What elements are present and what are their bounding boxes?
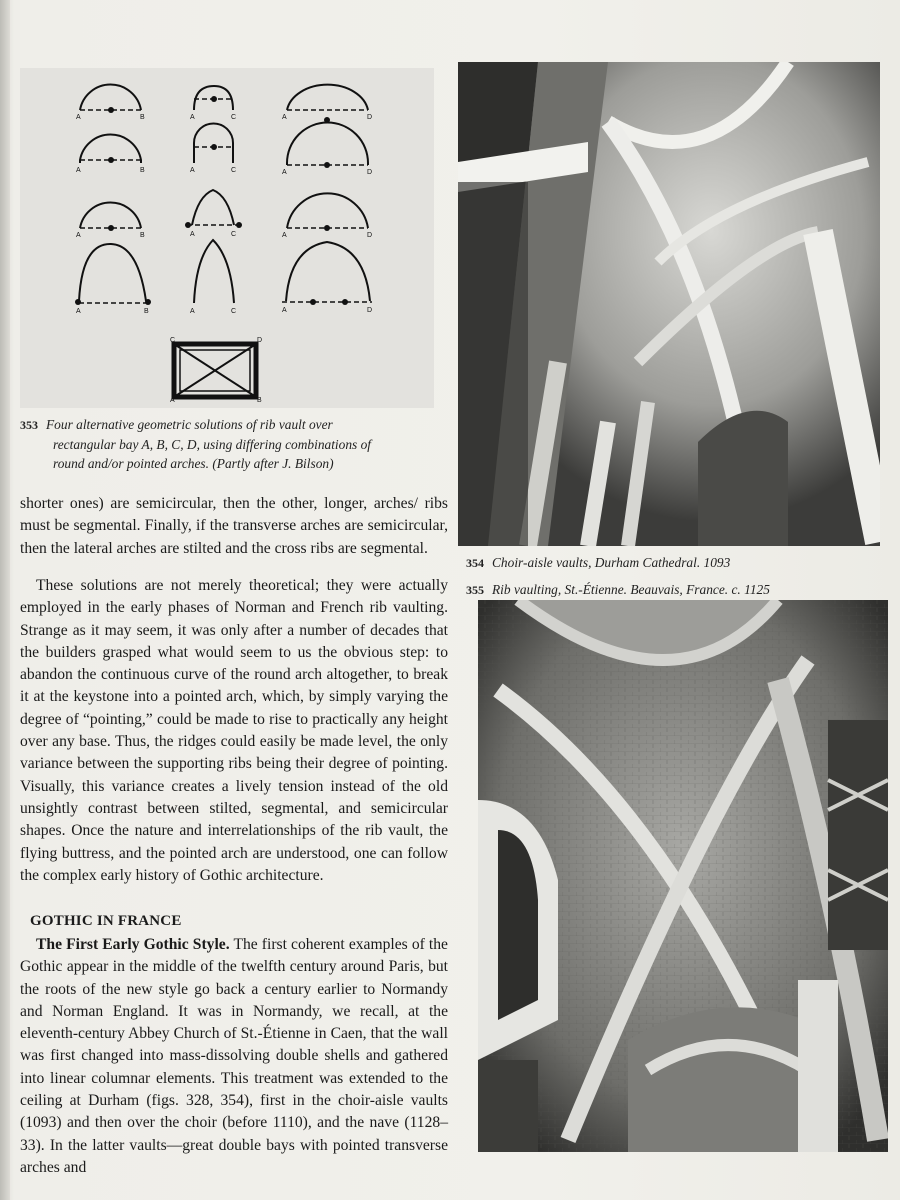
arch-pointed xyxy=(192,190,234,225)
photo-durham-choir-aisle-vaults xyxy=(458,62,880,546)
label-a: A xyxy=(190,114,195,121)
arch-semicircular xyxy=(287,193,368,228)
label-a: A xyxy=(282,114,287,121)
label-b: B xyxy=(140,167,145,174)
label-b: B xyxy=(144,308,149,315)
label-a: A xyxy=(76,167,81,174)
figure-354-caption xyxy=(466,553,886,573)
label-c: C xyxy=(231,231,237,238)
label-c: C xyxy=(231,308,237,315)
caption-text: Rib vaulting, St.-Étienne. Beauvais, France. c. 1125 xyxy=(492,582,770,597)
paragraph-text: shorter ones) are semicircular, then the other, longer, arches/ ribs must be segmental. Finally, if the transverse arches are semicircular, then the lateral arches are stilted and the cross ribs are segmental. xyxy=(20,495,448,557)
label-a: A xyxy=(170,397,175,404)
arch-semicircular xyxy=(287,123,368,165)
arch-semicircular xyxy=(80,85,141,110)
caption-text: Choir-aisle vaults, Durham Cathedral. 1093 xyxy=(492,555,731,570)
paragraph-text: These solutions are not merely theoretical; they were actually employed in the early phases of Norman and French rib vaulting. Strange as it may seem, it was only after a number of decades that the builders grasped what would seem to us the obvious step: to abandon the continuous curve of the round arch altogether, to break it at the keystone into a pointed arch, which, by simply varying the degree of “pointing,” could be made to rise to practically any height over any base. Thus, the ridges could easily be made level, the only variance between the supporting ribs being their degree of pointing. Visually, this variance creates a lively tension instead of the old unsightly contrast between stilted, segmental, and semicircular shapes. Once the nature and interrelationships of the rib vault, the flying buttress, and the pointed arch are understood, one can follow the complex early history of Gothic architecture. xyxy=(20,577,448,884)
label-d: D xyxy=(257,337,263,344)
bay-plan xyxy=(174,344,256,397)
label-b: B xyxy=(257,397,262,404)
section-heading: GOTHIC IN FRANCE xyxy=(30,913,182,929)
paragraph-text: The first coherent examples of the Gothic appear in the middle of the twelfth century around Paris, but the roots of the new style go back a century earlier to Normandy and Norman England. It was in Normandy, we recall, at the eleventh-century Abbey Church of St.-Étienne in Caen, that the wall was first changed into mass-dissolving double shells and gathered into linear columnar elements. This treatment was extended to the ceiling at Durham (figs. 328, 354), first in the choir-aisle vaults (1093) and then over the choir (before 1110), and the nave (1128–33). In the latter vaults—great double bays with pointed transverse arches and xyxy=(20,936,448,1176)
label-a: A xyxy=(282,307,287,314)
figure-number: 355 xyxy=(466,583,484,597)
label-d: D xyxy=(367,114,373,121)
label-c: C xyxy=(231,167,237,174)
arch-pointed xyxy=(286,242,370,301)
figure-355-caption xyxy=(466,580,886,600)
figure-number: 353 xyxy=(20,418,38,432)
figure-353-caption xyxy=(20,415,440,473)
caption-line: round and/or pointed arches. (Partly after J. Bilson) xyxy=(53,456,334,471)
page-edge xyxy=(0,0,10,1200)
label-c: C xyxy=(170,337,176,344)
arch-segmental xyxy=(287,85,368,110)
photo-st-etienne-rib-vaulting xyxy=(478,600,888,1152)
rib-vault-geometry-diagram xyxy=(20,68,434,408)
figure-353-diagram xyxy=(20,68,434,408)
caption-line: rectangular bay A, B, C, D, using differing combinations of xyxy=(53,437,372,452)
label-a: A xyxy=(282,232,287,239)
label-a: A xyxy=(190,231,195,238)
body-paragraph-2 xyxy=(20,575,448,887)
arch-semicircular xyxy=(80,203,141,228)
label-b: B xyxy=(140,114,145,121)
label-d: D xyxy=(367,307,373,314)
label-a: A xyxy=(76,308,81,315)
label-a: A xyxy=(190,167,195,174)
label-d: D xyxy=(367,232,373,239)
label-a: A xyxy=(76,114,81,121)
arch-pointed xyxy=(79,244,146,301)
run-in-heading: The First Early Gothic Style. xyxy=(36,936,230,953)
arch-pointed xyxy=(194,240,234,303)
label-b: B xyxy=(140,232,145,239)
label-d: D xyxy=(367,169,373,176)
label-a: A xyxy=(190,308,195,315)
arch-stilted xyxy=(194,124,233,164)
label-a: A xyxy=(282,169,287,176)
figure-number: 354 xyxy=(466,556,484,570)
label-a: A xyxy=(76,232,81,239)
body-paragraph-3 xyxy=(20,934,448,1179)
label-c: C xyxy=(231,114,237,121)
caption-line: Four alternative geometric solutions of rib vault over xyxy=(46,417,333,432)
body-paragraph-1 xyxy=(20,493,448,560)
